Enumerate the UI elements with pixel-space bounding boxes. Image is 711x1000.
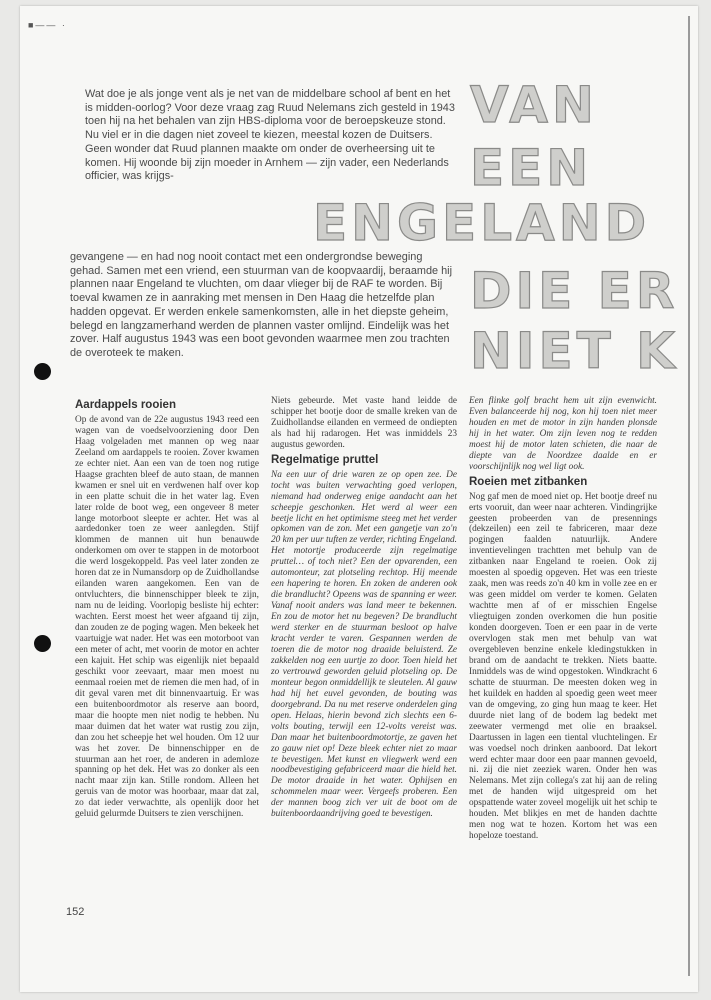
column-2-intro-text: Niets gebeurde. Met vaste hand leidde de schipper het bootje door de smalle kreken van de Zuidhollandse eilanden en vermeed de ondiepten als had hij radarogen. Het was inmiddels 23 augustus geworden.	[271, 396, 457, 450]
column-2-italic-text: Na een uur of drie waren ze op open zee. De tocht was buiten verwachting goed verlopen, niemand had onderweg enige aandacht aan het scheepje geschonken. Het werd al weer een beetje licht en het optimisme steeg met het verder opkomen van de zon. Met een gangetje van zo'n 20 km per uur tuften ze verder, richting Engeland. Het motortje produceerde zijn regelmatige pruttel… of toch niet? Een der opvarenden, een automonteur, zat plotseling rechtop. Hij meende een hapering te horen. En zoken de anderen ook die brandlucht? Opeens was de spanning er weer. Vanaf nooit anders was land meer te bekennen. En zou de motor het nu begeven? De brandlucht werd sterker en de stuurman besloot op halve kracht verder te varen. Gespannen werden de toeren die de motor nog draaide beluisterd. Ze zakkelden nog een uurtje zo door. Toen hield het zo vertrouwd geworden geluid plotseling op. De monteur begon onmiddellijk te sleutelen. Al gauw had hij het euvel gevonden, de bouting was doorgebrand. Da nu met reserve onderdelen ging open. Helaas, hierin bevond zich slechts een 6-volts bouting, terwijl een 12-volts vereist was. Dan maar het buitenboordmotortje, ze gaven het zo gauw niet op! Deze bleek echter niet zo maar te bevestigen. Met kunst en vliegwerk werd een noodbevestiging gefabriceerd maar die hield het. De motor draaide in het water. Ophijsen en schommelen maar weer. Vergeefs proberen. Een der mannen boog zich ver uit de boot om de buitenboordaandrijving goed te bevestigen.	[271, 469, 457, 820]
title-line-3: ENGELAND	[313, 194, 651, 252]
intro-paragraph-part1: Wat doe je als jonge vent als je net van de middelbare school af bent en het is midden-oorlog? Voor deze vraag zag Ruud Nelemans zich gesteld in 1943 toen hij na het behalen van zijn HBS-diploma voor de beroepskeuze stond. Nu viel er in die dagen niet zoveel te kiezen, meestal kozen de Duitsers. Geen wonder dat Ruud plannen maakte om onder de overheersing uit te komen. Hij woonde bij zijn moeder in Arnhem — zijn vader, een Nederlands officier, was krijgs-	[85, 88, 455, 183]
article-column-2	[271, 396, 457, 822]
section-heading-zitbanken: Roeien met zitbanken	[469, 475, 588, 488]
column-3-text: Nog gaf men de moed niet op. Het bootje dreef nu erts vooruit, dan weer naar achteren. Vindingrijke geesten probeerden van de presennings (dekzeilen) een zeil te fabriceren, maar deze pogingen faalden natuurlijk. Andere inventievelingen trachtten met behulp van de zitbanken naar Engeland te roeien. Ook zij moesten al spoedig opgeven. Het was een trieste zaak, men was reeds zo'n 40 km in volle zee en er was geen middel om verder te komen. Gelaten wachtte men af of er misschien Engelse vliegtuigen zonden overkomen die hun positie konden doorgeven. Toen er een paar in de verte overvlogen stak men met behulp van wat overgebleven benzine enkele kledingstukken in brand om de aandacht te trekken. Niets baatte. Inmiddels was de wind opgestoken. Windkracht 6 schatte de stuurman. De meesten doken weg in het kuildek en hadden al spoedig geen weet meer van de omgeving, zo ging hun maag te keer. Het duurde niet lang of de bodem lag bedekt met zeewater vermengd met olie en braaksel. Daartussen in lagen een tiental vluchtelingen. Er was voedsel noch drinken aanboord. Dat lekort werd echter maar door een paar mannen gevoeld, ni. zij die niet zeeziek waren. Onder hen was Nelemans. Met zijn collega's zat hij aan de reling met de handen wijd uitgespreid om het opspattende water zoveel mogelijk uit het schip te houden. Met blikjes en met de handen dachtte men nog wat te hozen. Kortom het was een hopeloze toestand.	[469, 491, 657, 842]
title-line-5: NIET K	[470, 322, 679, 380]
title-line-2: EEN	[470, 139, 593, 197]
binder-hole-top	[34, 363, 51, 380]
section-heading-aardappels: Aardappels rooien	[75, 399, 176, 411]
page-edge-line	[688, 16, 690, 976]
column-3-italic-text: Een flinke golf bracht hem uit zijn evenwicht. Even balanceerde hij nog, kon hij toen niet meer houden en met de motor in zijn handen plonsde hij in het water. Om zijn leven nog te redden moest hij de motor laten schieten, die naar de diepte van de Noordzee daalde en er voorschijnlijk nog wel ligt ook.	[469, 396, 657, 472]
title-line-4: DIE ER	[470, 262, 679, 320]
intro-paragraph-part2: gevangene — en had nog nooit contact met een ondergrondse beweging gehad. Samen met een vriend, een stuurman van de koopvaardij, beraamde hij plannen naar Engeland te vluchten, om daar vlieger bij de RAF te worden. Bij toeval kwamen ze in aanraking met mensen in Den Haag die hetzelfde plan hadden opgevat. Er werden enkele samenkomsten, alle in het diepste geheim, belegd en langzamerhand werden de plannen vaster omlijnd. Eindelijk was het zover. Half augustus 1943 was een boot gevonden waarmee men zou trachten de overoteek te maken.	[70, 251, 453, 359]
corner-mark: ■—— ·	[28, 20, 67, 30]
column-1-text: Op de avond van de 22e augustus 1943 reed een wagen van de voedselvoorziening door Den Haag volgeladen met mannen op weg naar Zeeland om aardappels te rooien. Zover kwamen ze echter niet. Aan een van de toen nog rutige Haagse grachten bleef de auto staan, de mannen kwamen er snel uit en verdwenen half over kop in een platte schuit die in het water lag. Even later rolde de boot weg, een ongeveer 8 meter lange motorboot sleepte er achter. Het was al aardedonker toen ze weer aanlegden. Stijf klommen de mannen uit hun benauwde onderkomen om over te stappen in de motorboot die werd losgekoppeld. Pas veel later zonden ze horen dat ze in Numansdorp op de Zuidhollandse eilanden waren aangekomen. Een van de ontvluchters, die binnenschipper bleek te zijn, nam nu de leiding. Voorlopig besliste hij echter: wachten. Eerst moest het weer afgaand tij zijn, dan zouden ze de poging wagen. Men bekeek het vaartuigje wat nader. Het was een motorboot van een meter of acht, met voorin de motor en achter een kajuit. Het schip was eigenlijk niet bepaald geschikt voor zeevaart, maar men moest nu eenmaal roeien met de riemen die men had, of in dit geval varen met dit binnenvaartuig. Er was een buitenboordmotor als reserve aan boord, maar die hoopte men niet nodig te hebben. Nu maar duimen dat het water wat rustig zou zijn, dan zou het scheepje het wel houden. Om 12 uur was het zover. De binnenschipper en de stuurman aan het roer, de anderen in ademloze spanning op het dek. Het was zo donker als een nacht maar zijn kan. Stille rondom. Alleen het geruis van de motor was hoorbaar, maar dat zal, zo dat ieder verwachtte, als openlijk door het geluid gelurmde Duitsers te zien verschijnen.	[75, 414, 259, 820]
binder-hole-bottom	[34, 635, 51, 652]
article-column-1	[75, 396, 259, 822]
magazine-page	[20, 6, 698, 992]
page-number: 152	[66, 906, 85, 918]
article-column-3	[469, 396, 657, 844]
section-heading-pruttel: Regelmatige pruttel	[271, 453, 379, 466]
title-line-1: VAN	[470, 76, 598, 134]
